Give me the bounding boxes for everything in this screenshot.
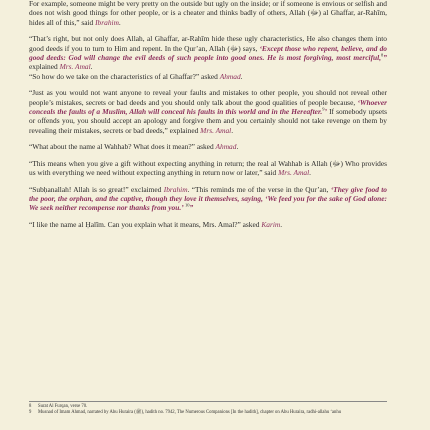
text-run: . (90, 62, 93, 72)
text-run: explained (29, 62, 60, 72)
character-name: Ibrahim (163, 184, 188, 194)
paragraph (29, 220, 387, 229)
text-run: “So how do we take on the characteristics of al Ghaffar?” asked (29, 71, 220, 81)
footnote-text: Musnad of Imam Ahmad, narrated by Abu Huraira (ﷺ), hadith no. 7942, The Numerous Companions [In the hadith], chapter on Abu Huraira, radhi-allahu ‘anhu (38, 410, 342, 415)
paragraph (29, 34, 387, 81)
text-run: . (309, 168, 312, 178)
paragraph (29, 88, 387, 135)
character-name: Karim (261, 219, 281, 229)
text-run: . (240, 71, 243, 81)
text-run: If somebody upsets or offends you, you should accept an apology and forgive them and you certainly should not take revenge on them by revealing their mistakes, secrets or bad deeds,” explained (29, 107, 388, 135)
text-run: . “This reminds me of the verse in the Qur’an, (187, 184, 331, 194)
paragraph (29, 185, 387, 213)
footnote-number: 8 (29, 404, 32, 409)
character-name: Mrs. Amal (200, 125, 232, 135)
text-run: . (280, 219, 283, 229)
text-run: “This means when you give a gift without expecting anything in return; the real al Wahhab is Allah (ﷻ) Who provides us with everything we need without expecting anything in return now or later,” said (29, 158, 388, 178)
text-run: . (236, 142, 239, 152)
footnote (29, 410, 387, 416)
body-text (29, 0, 387, 236)
paragraph (29, 142, 387, 151)
quotation: ‘Whoever conceals the faults of a Muslim, Allah will conceal his faults in this world and in the Hereafter. (29, 97, 387, 117)
quotation: ’ (324, 107, 327, 117)
text-run: For example, someone might be very pretty on the outside but ugly on the inside; or if someone is envious or selfish and does not wish good things for other people, or is a cheater and thinks badly of others, Allah (ﷻ) al Ghaffar, ar-Rahīm, hides all of this,” said (29, 0, 387, 27)
quotation: ” (383, 53, 387, 63)
text-run: “Just as you would not want anyone to reveal your faults and mistakes to other people, you should not reveal other people’s mistakes, secrets or bad deeds and you should only talk about the good qualities of people because, (29, 88, 387, 107)
paragraph (29, 0, 387, 27)
text-run: “I like the name al Ḥalīm. Can you explain what it means, Mrs. Amal?” asked (29, 219, 262, 229)
quotation: ” (189, 203, 194, 213)
character-name: Mrs. Amal (59, 62, 91, 72)
footnote-text: Surat Al Furqan, verse 70. (38, 404, 88, 409)
paragraph (29, 159, 387, 178)
footnote-ref: 9 (322, 106, 325, 112)
text-run: “That’s right, but not only does Allah, al Ghaffar, ar-Rahīm hide these ugly characteristics, He also changes them into good deeds if you to turn to Him and repent. In the Qur’an, Allah (ﷻ) says, (29, 34, 387, 53)
character-name: Ahmad (219, 71, 241, 81)
footnote-ref: 10 (184, 202, 190, 208)
footnote-ref: 8 (381, 52, 384, 58)
quotation: ‘They give food to the poor, the orphan, and the captive, though they love it themselves, saying, ‘We feed you for the sake of God alone: We seek neither recompense nor thanks from you.’ (29, 184, 387, 213)
character-name: Ahmad (215, 142, 237, 152)
text-run: “What about the name al Wahhab? What does it mean?” asked (29, 142, 216, 152)
quotation: ‘Except those who repent, believe, and do good deeds: God will change the evil deeds of such people into good ones. He is most forgiving, most merciful, (29, 43, 387, 63)
footnote-number: 9 (29, 410, 32, 415)
text-run: . (118, 17, 121, 27)
text-run: . (231, 125, 234, 135)
text-run: “Subḥanallah! Allah is so great!” exclaimed (29, 184, 164, 194)
character-name: Mrs. Amal (278, 168, 310, 178)
character-name: Ibrahim (95, 17, 119, 27)
footnotes (29, 401, 387, 416)
